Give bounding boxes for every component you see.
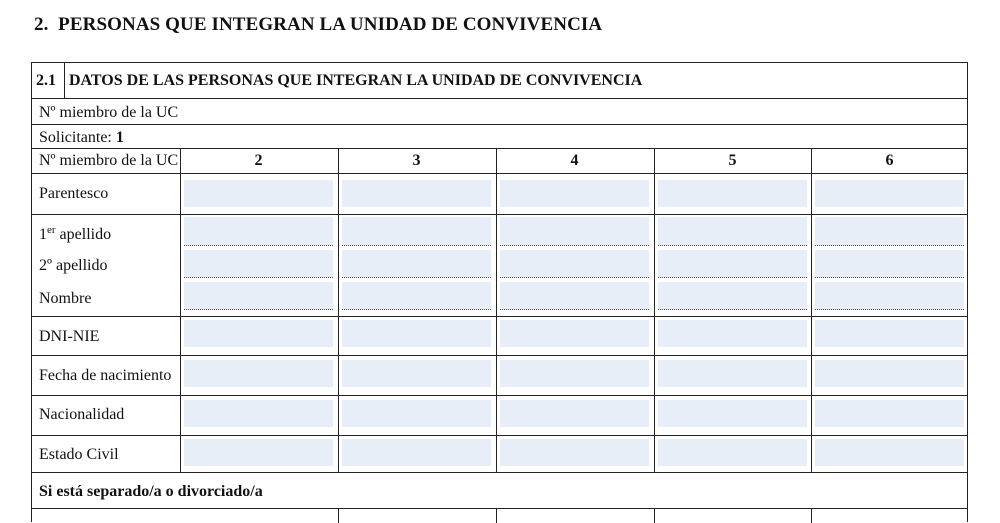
column-divider	[811, 508, 812, 523]
divider	[32, 173, 967, 174]
applicant-number: 1	[115, 129, 124, 146]
applicant-label	[39, 129, 124, 147]
nationality-label: Nacionalidad	[39, 406, 125, 423]
first-surname-number: 1	[39, 226, 47, 243]
nationality-field-member-5[interactable]	[658, 400, 807, 427]
second-surname-field-member-3[interactable]	[342, 250, 491, 278]
column-divider	[654, 148, 655, 472]
first-surname-ordinal: er	[47, 224, 56, 236]
column-divider	[496, 508, 497, 523]
column-divider	[654, 508, 655, 523]
column-divider	[811, 148, 812, 472]
birth-date-label: Fecha de nacimiento	[39, 367, 172, 384]
marital-status-field-member-5[interactable]	[658, 439, 807, 466]
marital-status-field-member-2[interactable]	[184, 439, 333, 466]
birth-date-field-member-2[interactable]	[184, 360, 333, 387]
nationality-field-member-2[interactable]	[184, 400, 333, 427]
subsection-number: 2.1	[36, 72, 56, 89]
divider	[32, 214, 967, 215]
divider	[32, 395, 967, 396]
member-column-6-header: 6	[885, 152, 894, 169]
parentesco-label: Parentesco	[39, 185, 109, 202]
name-label: Nombre	[39, 290, 92, 307]
divider	[32, 508, 967, 509]
member-column-3-header: 3	[412, 152, 421, 169]
second-surname-field-member-6[interactable]	[815, 250, 964, 278]
birth-date-field-member-3[interactable]	[342, 360, 491, 387]
applicant-label-text: Solicitante:	[39, 129, 112, 146]
section-number: 2.	[34, 14, 49, 35]
divider	[32, 148, 967, 149]
dni-nie-field-member-2[interactable]	[184, 320, 333, 347]
first-surname-field-member-3[interactable]	[342, 217, 491, 246]
parentesco-field-member-3[interactable]	[342, 180, 491, 207]
member-column-5-header: 5	[728, 152, 737, 169]
member-column-4-header: 4	[570, 152, 579, 169]
dni-nie-field-member-5[interactable]	[658, 320, 807, 347]
subsection-number-divider	[64, 63, 65, 98]
dni-nie-field-member-6[interactable]	[815, 320, 964, 347]
separated-divorced-label: Si está separado/a o divorciado/a	[39, 483, 263, 500]
column-divider	[338, 508, 339, 523]
name-field-member-5[interactable]	[658, 282, 807, 310]
dni-nie-label: DNI-NIE	[39, 328, 100, 345]
divider	[32, 316, 967, 317]
name-field-member-4[interactable]	[500, 282, 649, 310]
birth-date-field-member-5[interactable]	[658, 360, 807, 387]
name-field-member-3[interactable]	[342, 282, 491, 310]
parentesco-field-member-5[interactable]	[658, 180, 807, 207]
nationality-field-member-4[interactable]	[500, 400, 649, 427]
member-number-label: Nº miembro de la UC	[39, 104, 179, 121]
section-title-text: PERSONAS QUE INTEGRAN LA UNIDAD DE CONVIVENCIA	[58, 14, 603, 35]
subsection-title: DATOS DE LAS PERSONAS QUE INTEGRAN LA UNIDAD DE CONVIVENCIA	[69, 72, 643, 89]
name-field-member-6[interactable]	[815, 282, 964, 310]
first-surname-label	[39, 224, 111, 244]
first-surname-field-member-4[interactable]	[500, 217, 649, 246]
nationality-field-member-3[interactable]	[342, 400, 491, 427]
column-divider	[338, 148, 339, 472]
divider	[32, 124, 967, 125]
second-surname-field-member-4[interactable]	[500, 250, 649, 278]
nationality-field-member-6[interactable]	[815, 400, 964, 427]
marital-status-field-member-4[interactable]	[500, 439, 649, 466]
member-column-2-header: 2	[254, 152, 263, 169]
second-surname-field-member-5[interactable]	[658, 250, 807, 278]
first-surname-field-member-5[interactable]	[658, 217, 807, 246]
marital-status-field-member-3[interactable]	[342, 439, 491, 466]
cohabitation-unit-form	[31, 62, 968, 522]
divider	[32, 472, 967, 473]
parentesco-field-member-4[interactable]	[500, 180, 649, 207]
divider	[32, 98, 967, 99]
first-surname-field-member-6[interactable]	[815, 217, 964, 246]
parentesco-field-member-6[interactable]	[815, 180, 964, 207]
column-divider	[180, 148, 181, 472]
dni-nie-field-member-4[interactable]	[500, 320, 649, 347]
column-divider	[496, 148, 497, 472]
first-surname-text: apellido	[55, 226, 112, 243]
birth-date-field-member-6[interactable]	[815, 360, 964, 387]
marital-status-label: Estado Civil	[39, 446, 119, 463]
birth-date-field-member-4[interactable]	[500, 360, 649, 387]
section-title	[34, 14, 602, 36]
divider	[32, 435, 967, 436]
name-field-member-2[interactable]	[184, 282, 333, 310]
first-surname-field-member-2[interactable]	[184, 217, 333, 246]
dni-nie-field-member-3[interactable]	[342, 320, 491, 347]
divider	[32, 355, 967, 356]
member-number-label-2: Nº miembro de la UC	[39, 152, 179, 169]
second-surname-label: 2º apellido	[39, 257, 108, 274]
second-surname-field-member-2[interactable]	[184, 250, 333, 278]
marital-status-field-member-6[interactable]	[815, 439, 964, 466]
parentesco-field-member-2[interactable]	[184, 180, 333, 207]
